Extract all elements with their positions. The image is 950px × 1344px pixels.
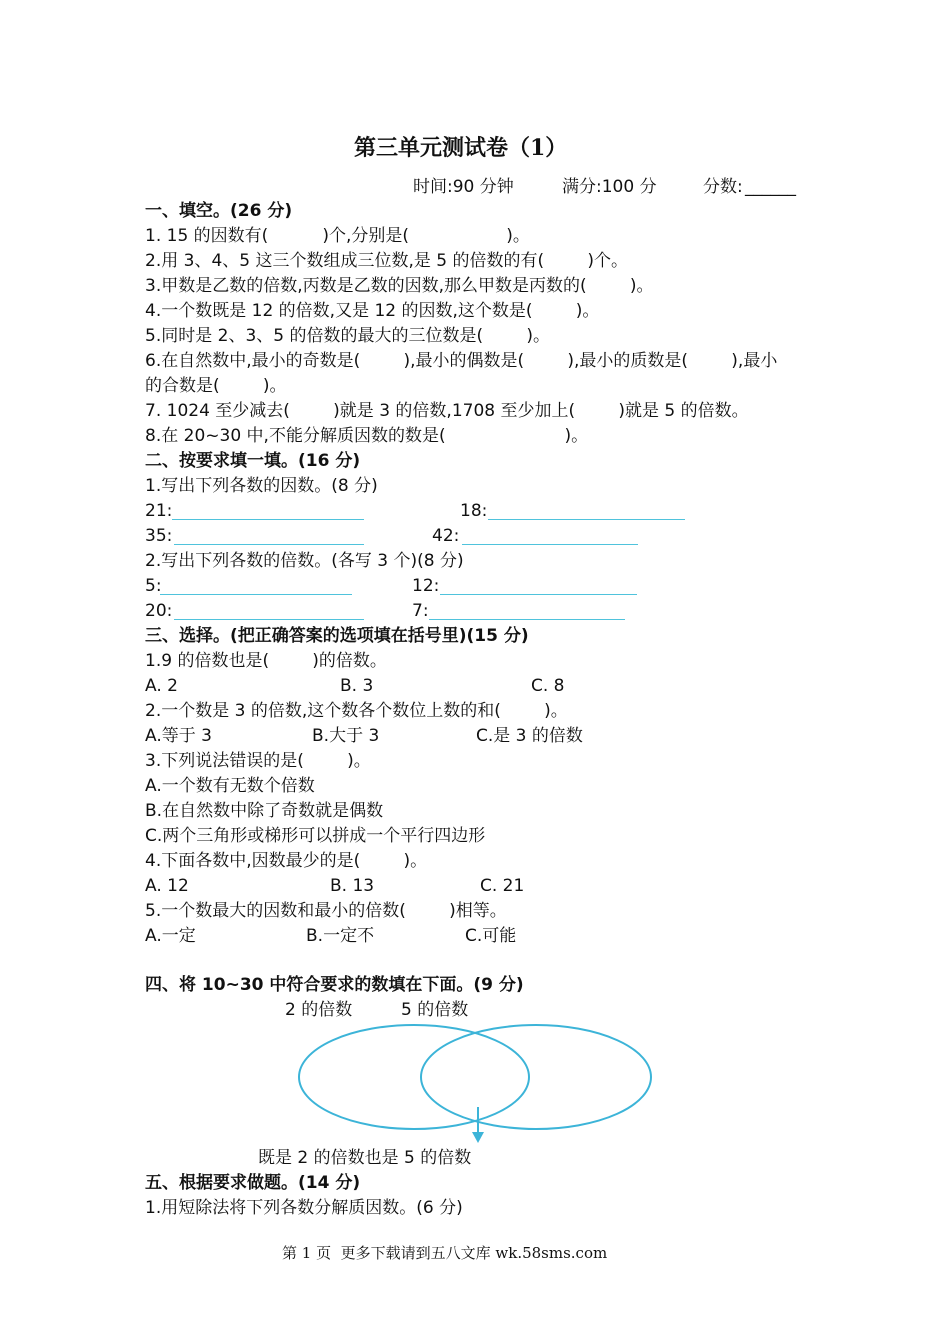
section-heading: 三、选择。(把正确答案的选项填在括号里)(15 分): [145, 626, 529, 646]
question: 4.一个数既是 12 的倍数,又是 12 的因数,这个数是( )。: [145, 301, 600, 321]
option-b: B. 13: [330, 876, 375, 896]
option-b: B.在自然数中除了奇数就是偶数: [145, 801, 384, 821]
question: 1.用短除法将下列各数分解质因数。(6 分): [145, 1198, 463, 1218]
number-label: 21:: [145, 501, 173, 521]
question: 7. 1024 至少减去( )就是 3 的倍数,1708 至少加上( )就是 5 的倍数。: [145, 401, 749, 421]
time-limit: 时间:90 分钟: [413, 177, 514, 197]
option-c: C.两个三角形或梯形可以拼成一个平行四边形: [145, 826, 486, 846]
option-c: C. 8: [531, 676, 565, 696]
question: 8.在 20~30 中,不能分解质因数的数是( )。: [145, 426, 589, 446]
option-a: A. 12: [145, 876, 189, 896]
option-a: A.等于 3: [145, 726, 212, 746]
number-label: 35:: [145, 526, 173, 546]
question: 6.在自然数中,最小的奇数是( ),最小的偶数是( ),最小的质数是( ),最小: [145, 351, 778, 371]
option-c: C.可能: [465, 926, 517, 946]
option-c: C.是 3 的倍数: [476, 726, 583, 746]
option-a: A.一个数有无数个倍数: [145, 776, 315, 796]
venn-ellipse-right[interactable]: [421, 1025, 651, 1129]
section-heading: 五、根据要求做题。(14 分): [145, 1173, 361, 1193]
full-score: 满分:100 分: [562, 177, 657, 197]
page-footer: 第 1 页 更多下载请到五八文库 wk.58sms.com: [282, 1244, 608, 1262]
question: 5.同时是 2、3、5 的倍数的最大的三位数是( )。: [145, 326, 550, 346]
question-continued: 的合数是( )。: [145, 376, 287, 396]
question: 2.用 3、4、5 这三个数组成三位数,是 5 的倍数的有( )个。: [145, 251, 628, 271]
number-label: 7:: [412, 601, 429, 621]
question: 1.写出下列各数的因数。(8 分): [145, 476, 378, 496]
venn-pointer-arrow-icon: [472, 1132, 484, 1143]
section-heading: 二、按要求填一填。(16 分): [145, 451, 361, 471]
question: 4.下面各数中,因数最少的是( )。: [145, 851, 428, 871]
number-label: 5:: [145, 576, 162, 596]
question: 1. 15 的因数有( )个,分别是( )。: [145, 226, 530, 246]
score-label: 分数:: [703, 177, 743, 197]
number-label: 18:: [460, 501, 488, 521]
option-c: C. 21: [480, 876, 525, 896]
venn-ellipse-left[interactable]: [299, 1025, 529, 1129]
venn-label-right: 5 的倍数: [401, 1000, 469, 1020]
venn-label-left: 2 的倍数: [285, 1000, 353, 1020]
question: 2.写出下列各数的倍数。(各写 3 个)(8 分): [145, 551, 464, 571]
question: 1.9 的倍数也是( )的倍数。: [145, 651, 387, 671]
option-a: A.一定: [145, 926, 196, 946]
venn-label-intersection: 既是 2 的倍数也是 5 的倍数: [258, 1148, 472, 1168]
page-title: 第三单元测试卷（1）: [354, 135, 568, 161]
question: 5.一个数最大的因数和最小的倍数( )相等。: [145, 901, 507, 921]
option-b: B.一定不: [306, 926, 375, 946]
option-a: A. 2: [145, 676, 178, 696]
number-label: 42:: [432, 526, 460, 546]
section-heading: 一、填空。(26 分): [145, 201, 293, 221]
section-heading: 四、将 10~30 中符合要求的数填在下面。(9 分): [145, 975, 524, 995]
question: 3.下列说法错误的是( )。: [145, 751, 371, 771]
option-b: B. 3: [340, 676, 374, 696]
option-b: B.大于 3: [312, 726, 380, 746]
score-blank[interactable]: ______: [745, 177, 796, 197]
question: 3.甲数是乙数的倍数,丙数是乙数的因数,那么甲数是丙数的( )。: [145, 276, 654, 296]
question: 2.一个数是 3 的倍数,这个数各个数位上数的和( )。: [145, 701, 568, 721]
number-label: 12:: [412, 576, 440, 596]
number-label: 20:: [145, 601, 173, 621]
